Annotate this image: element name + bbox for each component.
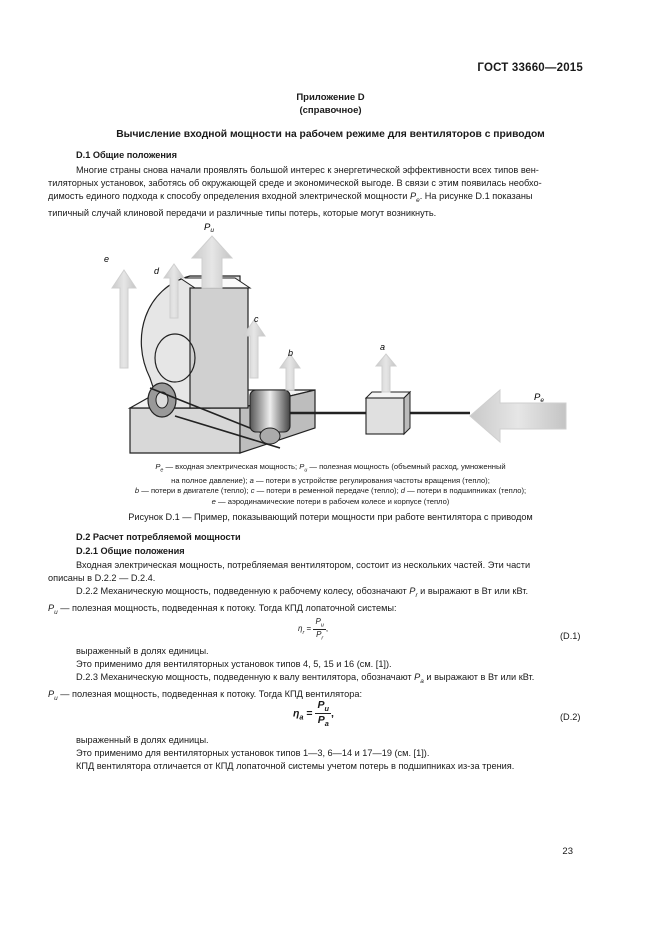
- text-line: $P_u$ — полезная мощность, подведенная к потоку. Тогда КПД вентилятора:: [48, 689, 363, 702]
- fraction: $\frac{P_u}{P_a}$: [317, 699, 329, 729]
- annex-heading: [0, 91, 661, 117]
- text-line: Это применимо для вентиляторных установок типов 4, 5, 15 и 16 (см. [1]).: [76, 659, 392, 670]
- text-line: D.2.2 Механическую мощность, подведенную к рабочему колесу, обозначают $P_r$ и выражают в Вт или кВт.: [76, 586, 529, 600]
- section-d2-text: [48, 559, 588, 619]
- loss-arrow-e: [112, 270, 136, 368]
- text-line: описаны в D.2.2 — D.2.4.: [48, 573, 156, 584]
- legend-line: e — аэродинамические потери в рабочем колесе и корпусе (тепло): [211, 496, 450, 506]
- equation-number-d2: (D.2): [560, 712, 581, 722]
- figure-fan-diagram: [90, 218, 570, 458]
- text-line: КПД вентилятора отличается от КПД лопаточной системы учетом потерь в подшипниках из-за трения.: [76, 761, 515, 772]
- equation-d1: $\eta_r$ = $\frac{P_u}{P_r}$ ,: [298, 617, 329, 642]
- text-line: $P_u$ — полезная мощность, подведенная к потоку. Тогда КПД лопаточной системы:: [48, 603, 397, 616]
- equation-d2: $\eta_a$ = $\frac{P_u}{P_a}$ ,: [293, 699, 334, 729]
- section-d1-paragraph: [48, 164, 588, 220]
- annex-title: Приложение D: [296, 92, 365, 103]
- text-line: димость единого подхода к способу определения входной электрической мощности $P_e$. На рисунке D.1 показаны: [48, 191, 533, 205]
- motor-pulley: [260, 428, 280, 444]
- figure-caption: Рисунок D.1 — Пример, показывающий потери мощности при работе вентилятора с приводом: [128, 512, 533, 522]
- fan-side: [190, 288, 248, 408]
- fraction: $\frac{P_u}{P_r}$: [315, 617, 324, 642]
- input-power-arrow: [470, 390, 566, 442]
- annex-main-title: Вычисление входной мощности на рабочем режиме для вентиляторов с приводом: [116, 129, 545, 140]
- legend-line: b — потери в двигателе (тепло); c — потери в ременной передаче (тепло); d — потери в подшипниках (тепло);: [134, 486, 527, 496]
- loss-arrow-a: [376, 354, 396, 392]
- section-d2-title: D.2 Расчет потребляемой мощности: [76, 532, 241, 542]
- text-line: выраженный в долях единицы.: [76, 735, 209, 745]
- loss-arrow-b: [280, 354, 300, 390]
- label-c: c: [254, 314, 259, 324]
- text-line: Это применимо для вентиляторных установок типов 1—3, 6—14 и 17—19 (см. [1]).: [76, 748, 430, 759]
- controller-top: [366, 392, 410, 398]
- section-d22-text: [48, 645, 588, 705]
- legend-line: $P_e$ — входная электрическая мощность; $P_u$ — полезная мощность (объемный расход, умноженный: [155, 462, 506, 474]
- label-pe: $P_e$: [534, 392, 544, 404]
- motor: [250, 390, 290, 432]
- page-number: 23: [562, 846, 573, 857]
- label-pu: $P_u$: [204, 222, 214, 234]
- figure-legend: [0, 462, 661, 507]
- text-line: выраженный в долях единицы.: [76, 646, 209, 656]
- section-d1-title: D.1 Общие положения: [76, 150, 177, 160]
- text-line: D.2.3 Механическую мощность, подведенную к валу вентилятора, обозначают $P_a$ и выражают в Вт или кВт.: [76, 672, 535, 686]
- text-line: Входная электрическая мощность, потребляемая вентилятором, состоит из нескольких частей. Эти части: [76, 560, 531, 570]
- text-line: Многие страны снова начали проявлять большой интерес к энергетической эффективности всех типов вен-: [76, 165, 539, 175]
- annex-subtitle: (справочное): [299, 105, 362, 116]
- controller-side: [404, 392, 410, 434]
- legend-line: на полное давление); a — потери в устройстве регулирования частоты вращения (тепло);: [171, 475, 490, 485]
- speed-controller-box: [366, 398, 404, 434]
- label-d: d: [154, 266, 160, 276]
- section-d23-text: [48, 734, 588, 773]
- equation-number-d1: (D.1): [560, 631, 581, 641]
- text-line: типичный случай клиновой передачи и различные типы потерь, которые могут возникнуть.: [48, 208, 437, 219]
- label-b: b: [288, 348, 294, 358]
- document-code: ГОСТ 33660—2015: [477, 62, 583, 74]
- section-d21-title: D.2.1 Общие положения: [76, 546, 185, 556]
- text-line: тиляторных установок, заботясь об окружающей среде и экономической выгоде. В связи с этим появилась необхо-: [48, 178, 542, 189]
- label-e: e: [104, 254, 110, 264]
- label-a: a: [380, 342, 386, 352]
